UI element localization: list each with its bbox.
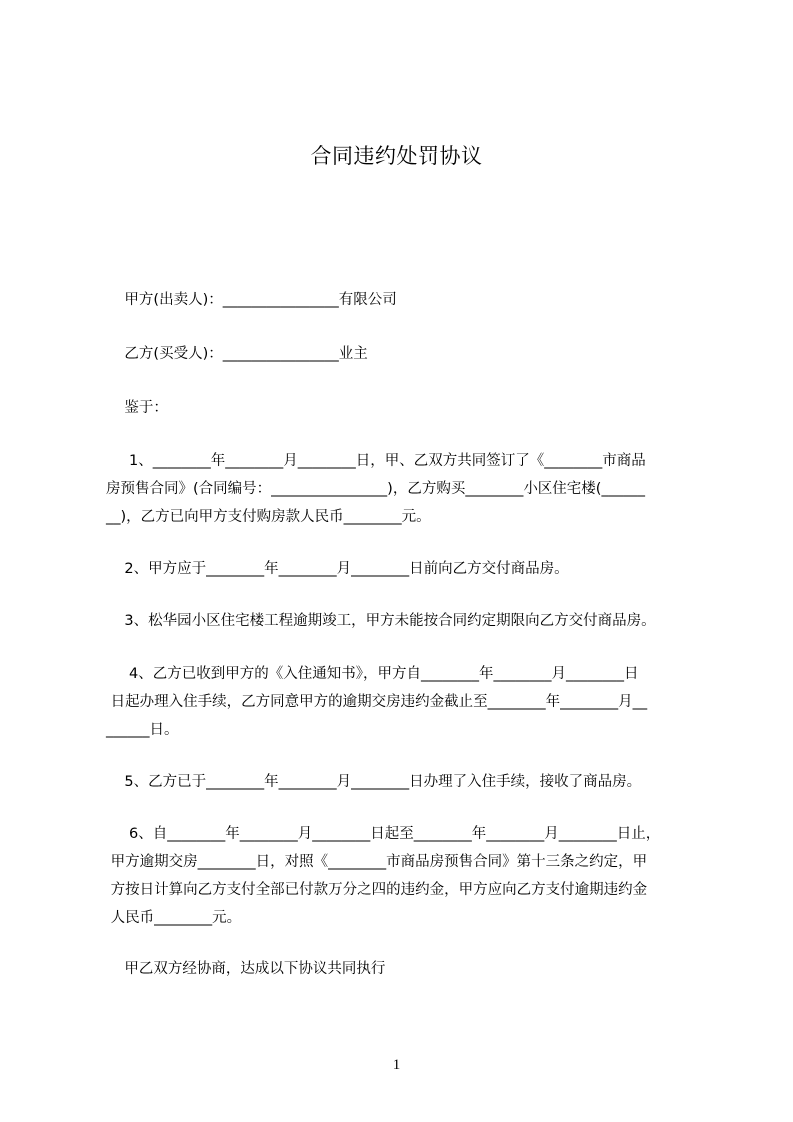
page-number: 1 (392, 1057, 401, 1073)
agreement-paragraph (106, 955, 718, 983)
paragraph-line: 6、自________年________月________日起至________年________月________日止， (106, 826, 661, 842)
paragraph-line: __)，乙方已向甲方支付购房款人民币________元。 (106, 509, 431, 525)
clause-1-paragraph (106, 447, 718, 531)
paragraph-line: 房预售合同》(合同编号：________________)，乙方购买________小区住宅楼(______ (106, 481, 645, 497)
party-a-paragraph (106, 286, 718, 314)
paragraph-line: 4、乙方已收到甲方的《入住通知书》，甲方自________年________月________日 (106, 666, 639, 682)
paragraph-line: 鉴于： (106, 400, 168, 416)
whereas-paragraph (106, 394, 718, 422)
paragraph-line: 方按日计算向乙方支付全部已付款万分之四的违约金，甲方应向乙方支付逾期违约金 (106, 882, 648, 898)
paragraph-line: 3、松华园小区住宅楼工程逾期竣工，甲方未能按合同约定期限向乙方交付商品房。 (106, 613, 656, 629)
paragraph-line: 1、________年________月________日，甲、乙双方共同签订了《________市商品 (106, 453, 646, 469)
clause-4-paragraph (106, 660, 718, 744)
paragraph-line: 甲方逾期交房________日，对照《________市商品房预售合同》第十三条之约定，甲 (106, 854, 648, 870)
paragraph-line: 5、乙方已于________年________月________日办理了入住手续，接收了商品房。 (106, 774, 642, 790)
clause-3-paragraph (106, 607, 718, 635)
paragraph-line: 甲方(出卖人)：________________有限公司 (106, 292, 397, 308)
paragraph-line: 甲乙双方经协商，达成以下协议共同执行 (106, 961, 386, 977)
paragraph-line: 2、甲方应于________年________月________日前向乙方交付商品房。 (106, 561, 569, 577)
paragraph-line: 人民币________元。 (106, 910, 242, 926)
clause-2-paragraph (106, 555, 718, 583)
document-title: 合同违约处罚协议 (310, 144, 483, 168)
clause-5-paragraph (106, 768, 718, 796)
party-b-paragraph (106, 340, 718, 368)
clause-6-paragraph (106, 820, 718, 932)
paragraph-line: ______日。 (106, 722, 179, 738)
paragraph-line: 乙方(买受人)：________________业主 (106, 346, 368, 362)
paragraph-line: 日起办理入住手续，乙方同意甲方的逾期交房违约金截止至________年________月__ (106, 694, 648, 710)
